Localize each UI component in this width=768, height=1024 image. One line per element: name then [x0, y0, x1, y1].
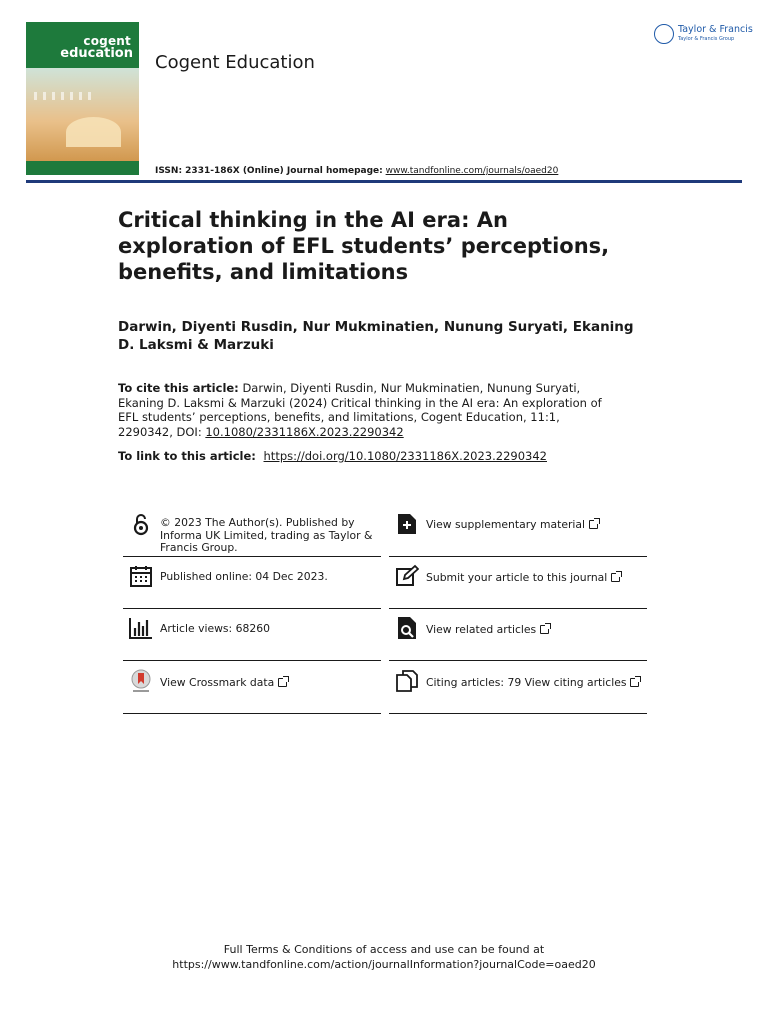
crossmark-icon: [129, 669, 153, 693]
supplementary-cell[interactable]: [389, 507, 647, 557]
cite-doi-link[interactable]: 10.1080/2331186X.2023.2290342: [205, 424, 404, 439]
footer: [0, 942, 768, 972]
article-title: Critical thinking in the AI era: An exploration of EFL students’ perceptions, benefits, and limitations: [118, 208, 610, 284]
external-link-icon: [630, 678, 639, 687]
crossmark-cell[interactable]: [123, 664, 381, 714]
journal-name: Cogent Education: [155, 52, 315, 73]
cover-line2: education: [60, 46, 133, 61]
tf-logo-icon: [654, 24, 674, 44]
tf-logo-name: Taylor & Francis: [678, 24, 753, 35]
header-rule: [26, 180, 742, 183]
published-cell: [123, 559, 381, 609]
calendar-icon: [129, 564, 153, 588]
cover-book-illustration: [66, 117, 121, 147]
footer-terms-link[interactable]: https://www.tandfonline.com/action/journalInformation?journalCode=oaed20: [172, 958, 596, 971]
related-label[interactable]: View related articles: [426, 624, 549, 637]
cover-strip: [26, 161, 139, 175]
cover-decoration: [34, 92, 94, 100]
open-access-icon: [129, 512, 153, 536]
citing-documents-icon: [395, 669, 419, 693]
issn-label: ISSN: 2331-186X (Online) Journal homepage:: [155, 166, 383, 176]
issn-line: [155, 166, 558, 176]
tf-logo-sub: Taylor & Francis Group: [678, 36, 735, 42]
submit-cell[interactable]: [389, 559, 647, 609]
edit-icon: [395, 564, 419, 588]
views-cell: [123, 611, 381, 661]
document-plus-icon: [395, 512, 419, 536]
external-link-icon: [589, 520, 598, 529]
copyright-cell: [123, 507, 381, 557]
supplementary-label[interactable]: View supplementary material: [426, 519, 598, 532]
external-link-icon: [611, 573, 620, 582]
journal-cover-image: [26, 22, 139, 175]
link-label: To link to this article:: [118, 449, 256, 463]
footer-line1: Full Terms & Conditions of access and use can be found at: [223, 943, 545, 956]
citing-label[interactable]: Citing articles: 79 View citing articles: [426, 677, 639, 690]
crossmark-label[interactable]: View Crossmark data: [160, 677, 287, 690]
citing-cell[interactable]: [389, 664, 647, 714]
bar-chart-icon: [129, 616, 153, 640]
views-text: Article views: 68260: [160, 622, 270, 635]
cover-line1: cogent: [83, 34, 131, 48]
taylor-francis-logo[interactable]: [654, 22, 754, 48]
journal-homepage-link[interactable]: www.tandfonline.com/journals/oaed20: [385, 166, 559, 176]
article-doi-link[interactable]: https://doi.org/10.1080/2331186X.2023.2290342: [263, 449, 547, 463]
cite-text: Darwin, Diyenti Rusdin, Nur Mukminatien, Nunung Suryati, Ekaning D. Laksmi & Marzuki (2024) Critical thinking in the AI era: An exploration of EFL students’ perceptions, benefits, and limitations, Cogent Education, 11:1, 2290342, DOI:: [118, 381, 602, 439]
external-link-icon: [540, 625, 549, 634]
published-text: Published online: 04 Dec 2023.: [160, 570, 328, 583]
external-link-icon: [278, 678, 287, 687]
article-link-block: [118, 449, 638, 463]
article-authors: Darwin, Diyenti Rusdin, Nur Mukminatien, Nunung Suryati, Ekaning D. Laksmi & Marzuki: [118, 319, 634, 353]
submit-label[interactable]: Submit your article to this journal: [426, 572, 620, 585]
cite-label: To cite this article:: [118, 381, 239, 395]
citation-block: [118, 381, 618, 439]
related-cell[interactable]: [389, 611, 647, 661]
copyright-text: © 2023 The Author(s). Published by Informa UK Limited, trading as Taylor & Francis Group.: [160, 516, 373, 554]
search-document-icon: [395, 616, 419, 640]
